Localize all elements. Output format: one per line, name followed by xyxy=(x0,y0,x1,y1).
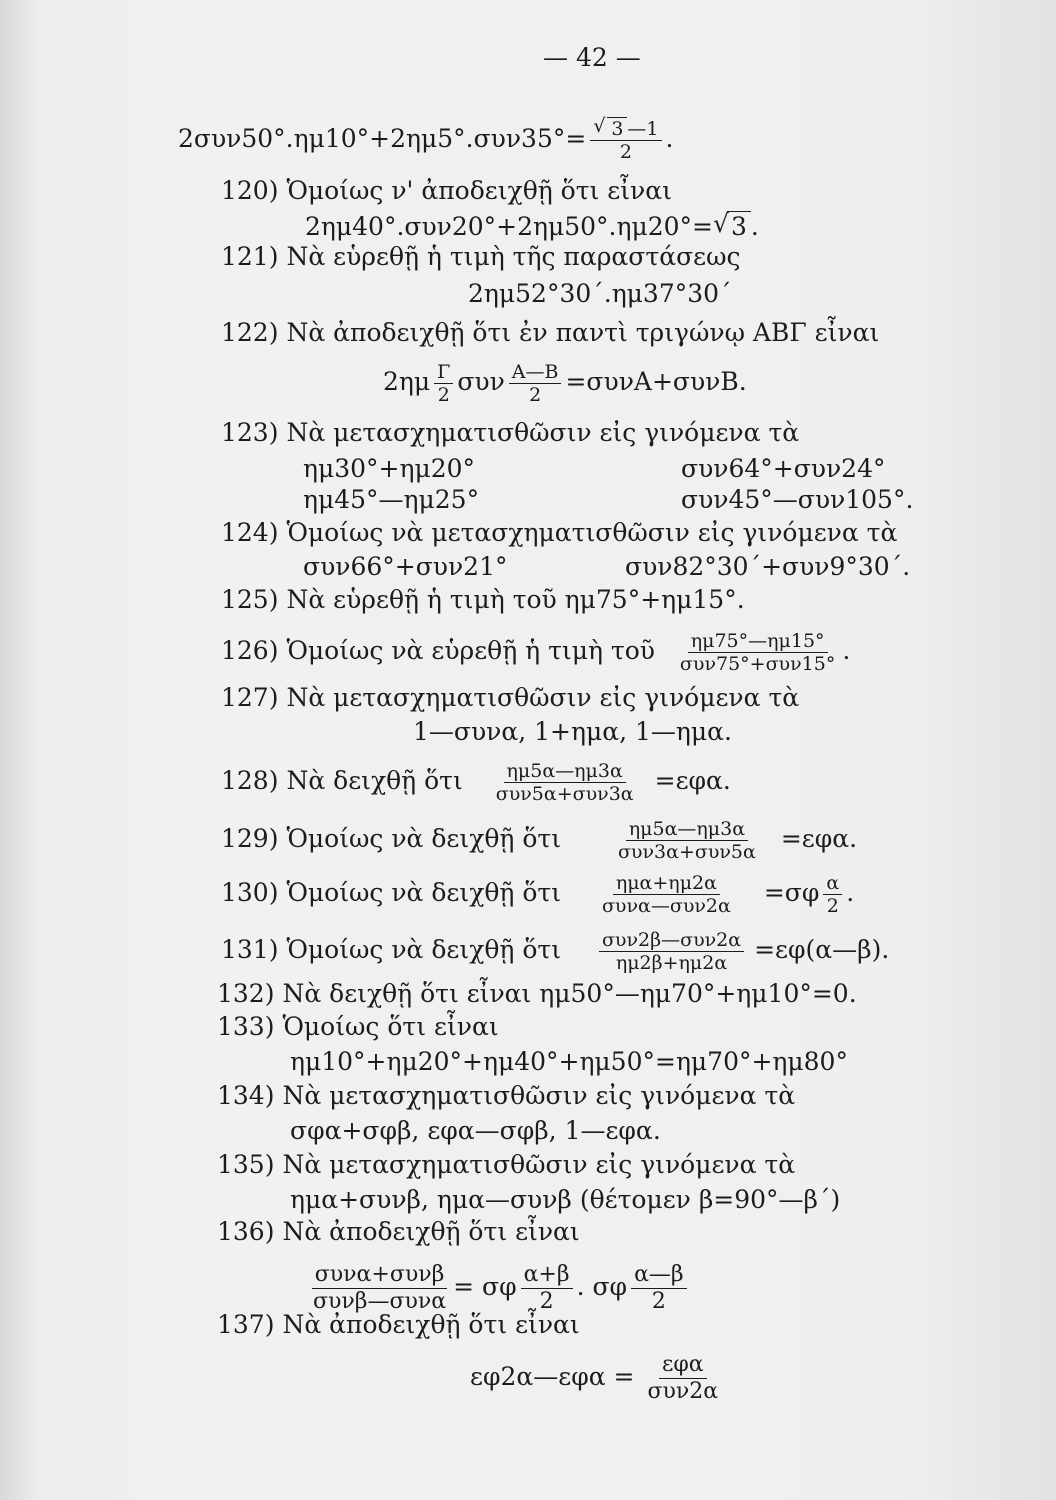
problem-127 xyxy=(221,683,799,713)
problem-123-l2a: ημ45°—ημ25° xyxy=(303,485,480,514)
problem-number: 137) xyxy=(217,1310,275,1339)
problem-text: Νὰ δειχθῇ ὅτι εἶναι ημ50°—ημ70°+ημ10°=0. xyxy=(282,979,857,1008)
problem-126: 126) Ὁμοίως νὰ εὑρεθῇ ἡ τιμὴ τοῦ $\frac{\eta\mu 75^\circ—\eta\mu 15^\circ}{\text{συν75°+συν15°}}$ . xyxy=(221,630,851,675)
problem-122 xyxy=(221,318,879,348)
problem-125 xyxy=(221,585,745,615)
problem-128: 128) Νὰ δειχθῇ ὅτι $\frac{\eta\mu 5\alpha—\eta\mu 3\alpha}{\text{συν5α+συν3α}}$ =εφα. xyxy=(221,760,731,805)
problem-text: Ὁμοίως νὰ μετασχηματισθῶσιν εἰς γινόμενα τὰ xyxy=(286,518,898,547)
problem-text: Νὰ μετασχηματισθῶσιν εἰς γινόμενα τὰ xyxy=(282,1150,796,1179)
problem-number: 125) xyxy=(221,585,279,614)
problem-134 xyxy=(217,1081,795,1111)
problem-text: Νὰ εὑρεθῇ ἡ τιμὴ τοῦ ημ75°+ημ15°. xyxy=(286,585,745,614)
problem-122-expr: 2ημ $\frac{\Gamma}{2}$ συν $\frac{A—B}{2}$ =συνΑ+συνΒ. xyxy=(383,361,747,406)
problem-text: Νὰ δειχθῇ ὅτι xyxy=(286,766,463,795)
problem-number: 130) xyxy=(221,878,279,907)
problem-text: Ὁμοίως ὅτι εἶναι xyxy=(282,1012,499,1041)
problem-137 xyxy=(217,1310,580,1340)
problem-123 xyxy=(221,418,799,448)
problem-124-la: συν66°+συν21° xyxy=(303,552,508,581)
problem-127-expr: 1—συνα, 1+ημα, 1—ημα. xyxy=(413,717,732,746)
problem-text: Νὰ μετασχηματισθῶσιν εἰς γινόμενα τὰ xyxy=(286,683,800,712)
problem-132 xyxy=(217,979,857,1009)
sqrt-symbol: √ 3 xyxy=(713,212,751,242)
problem-120-expr: 2ημ40°.συν20°+2ημ50°.ημ20°=√ 3 . xyxy=(305,212,759,242)
problem-text: Νὰ μετασχηματισθῶσιν εἰς γινόμενα τὰ xyxy=(282,1081,796,1110)
problem-number: 127) xyxy=(221,683,279,712)
problem-135-expr: ημα+συνβ, ημα—συνβ (θέτομεν β=90°—β΄) xyxy=(290,1185,841,1214)
problem-136 xyxy=(217,1217,580,1247)
problem-123-l1b: συν64°+συν24° xyxy=(681,454,886,483)
problem-121-expr: 2ημ52°30΄.ημ37°30΄ xyxy=(468,279,732,308)
problem-number: 124) xyxy=(221,518,279,547)
intro-identity: 2συν50°.ημ10°+2ημ5°.συν35°= √ $\frac{3 —1}{2}$ . xyxy=(178,118,673,163)
problem-131: 131) Ὁμοίως νὰ δειχθῇ ὅτι $\frac{\text{συν2β—συν2α}}{\eta\mu 2\beta+\eta\mu 2\alpha}$ =εφ(α—β). xyxy=(221,929,890,974)
problem-number: 128) xyxy=(221,766,279,795)
problem-number: 129) xyxy=(221,824,279,853)
problem-121 xyxy=(221,242,740,272)
problem-133 xyxy=(217,1012,499,1042)
intro-fraction: √ $\frac{3 —1}{2}$ xyxy=(590,118,661,163)
problem-135 xyxy=(217,1150,795,1180)
problem-text: Ὁμοίως νὰ δειχθῇ ὅτι xyxy=(286,935,561,964)
problem-text: Νὰ ἀποδειχθῇ ὅτι εἶναι xyxy=(282,1217,580,1246)
problem-133-expr: ημ10°+ημ20°+ημ40°+ημ50°=ημ70°+ημ80° xyxy=(290,1047,848,1076)
problem-130: 130) Ὁμοίως νὰ δειχθῇ ὅτι $\frac{\text{ημα+ημ2α}}{\text{συνα—συν2α}}$ =σφ $\frac{\alpha}{2}$ . xyxy=(221,872,855,917)
problem-number: 131) xyxy=(221,935,279,964)
problem-124 xyxy=(221,518,897,548)
problem-number: 126) xyxy=(221,636,279,665)
problem-text: Νὰ μετασχηματισθῶσιν εἰς γινόμενα τὰ xyxy=(286,418,800,447)
problem-text: Ὁμοίως νὰ δειχθῇ ὅτι xyxy=(286,878,561,907)
problem-number: 136) xyxy=(217,1217,275,1246)
problem-136-expr: $\frac{\text{συνα+συνβ}}{\text{συνβ—συνα}}$ = σφ $\frac{\alpha+\beta}{2}$ . σφ $\frac{\alpha—\beta}{2}$ xyxy=(310,1262,691,1315)
problem-123-l2b: συν45°—συν105°. xyxy=(681,485,914,514)
problem-number: 123) xyxy=(221,418,279,447)
page-number: — 42 — xyxy=(543,43,641,72)
sqrt-symbol: √ 3 xyxy=(593,118,627,140)
intro-lhs: 2συν50°.ημ10°+2ημ5°.συν35°= xyxy=(178,124,587,153)
problem-text: Νὰ ἀποδειχθῇ ὅτι εἶναι xyxy=(282,1310,580,1339)
problem-134-expr: σφα+σφβ, εφα—σφβ, 1—εφα. xyxy=(290,1116,661,1145)
problem-number: 135) xyxy=(217,1150,275,1179)
problem-text: Ὁμοίως νὰ δειχθῇ ὅτι xyxy=(286,824,561,853)
problem-137-expr: εφ2α—εφα = $\frac{\text{εφα}}{\text{συν2α}}$ xyxy=(470,1352,719,1404)
problem-number: 120) xyxy=(221,176,279,205)
problem-120 xyxy=(221,176,672,206)
problem-number: 132) xyxy=(217,979,275,1008)
problem-number: 121) xyxy=(221,242,279,271)
problem-124-lb: συν82°30΄+συν9°30΄. xyxy=(625,552,911,581)
problem-text: Ὁμοίως ν' ἀποδειχθῇ ὅτι εἶναι xyxy=(286,176,672,205)
problem-number: 122) xyxy=(221,318,279,347)
problem-129: 129) Ὁμοίως νὰ δειχθῇ ὅτι $\frac{\eta\mu 5\alpha—\eta\mu 3\alpha}{\text{συν3α+συν5α}}$ =εφα. xyxy=(221,818,858,863)
problem-123-l1a: ημ30°+ημ20° xyxy=(303,454,476,483)
problem-number: 133) xyxy=(217,1012,275,1041)
problem-number: 134) xyxy=(217,1081,275,1110)
problem-text: Ὁμοίως νὰ εὑρεθῇ ἡ τιμὴ τοῦ xyxy=(286,636,655,665)
problem-text: Νὰ εὑρεθῇ ἡ τιμὴ τῆς παραστάσεως xyxy=(286,242,741,271)
problem-text: Νὰ ἀποδειχθῇ ὅτι ἐν παντὶ τριγώνῳ ΑΒΓ εἶναι xyxy=(286,318,880,347)
